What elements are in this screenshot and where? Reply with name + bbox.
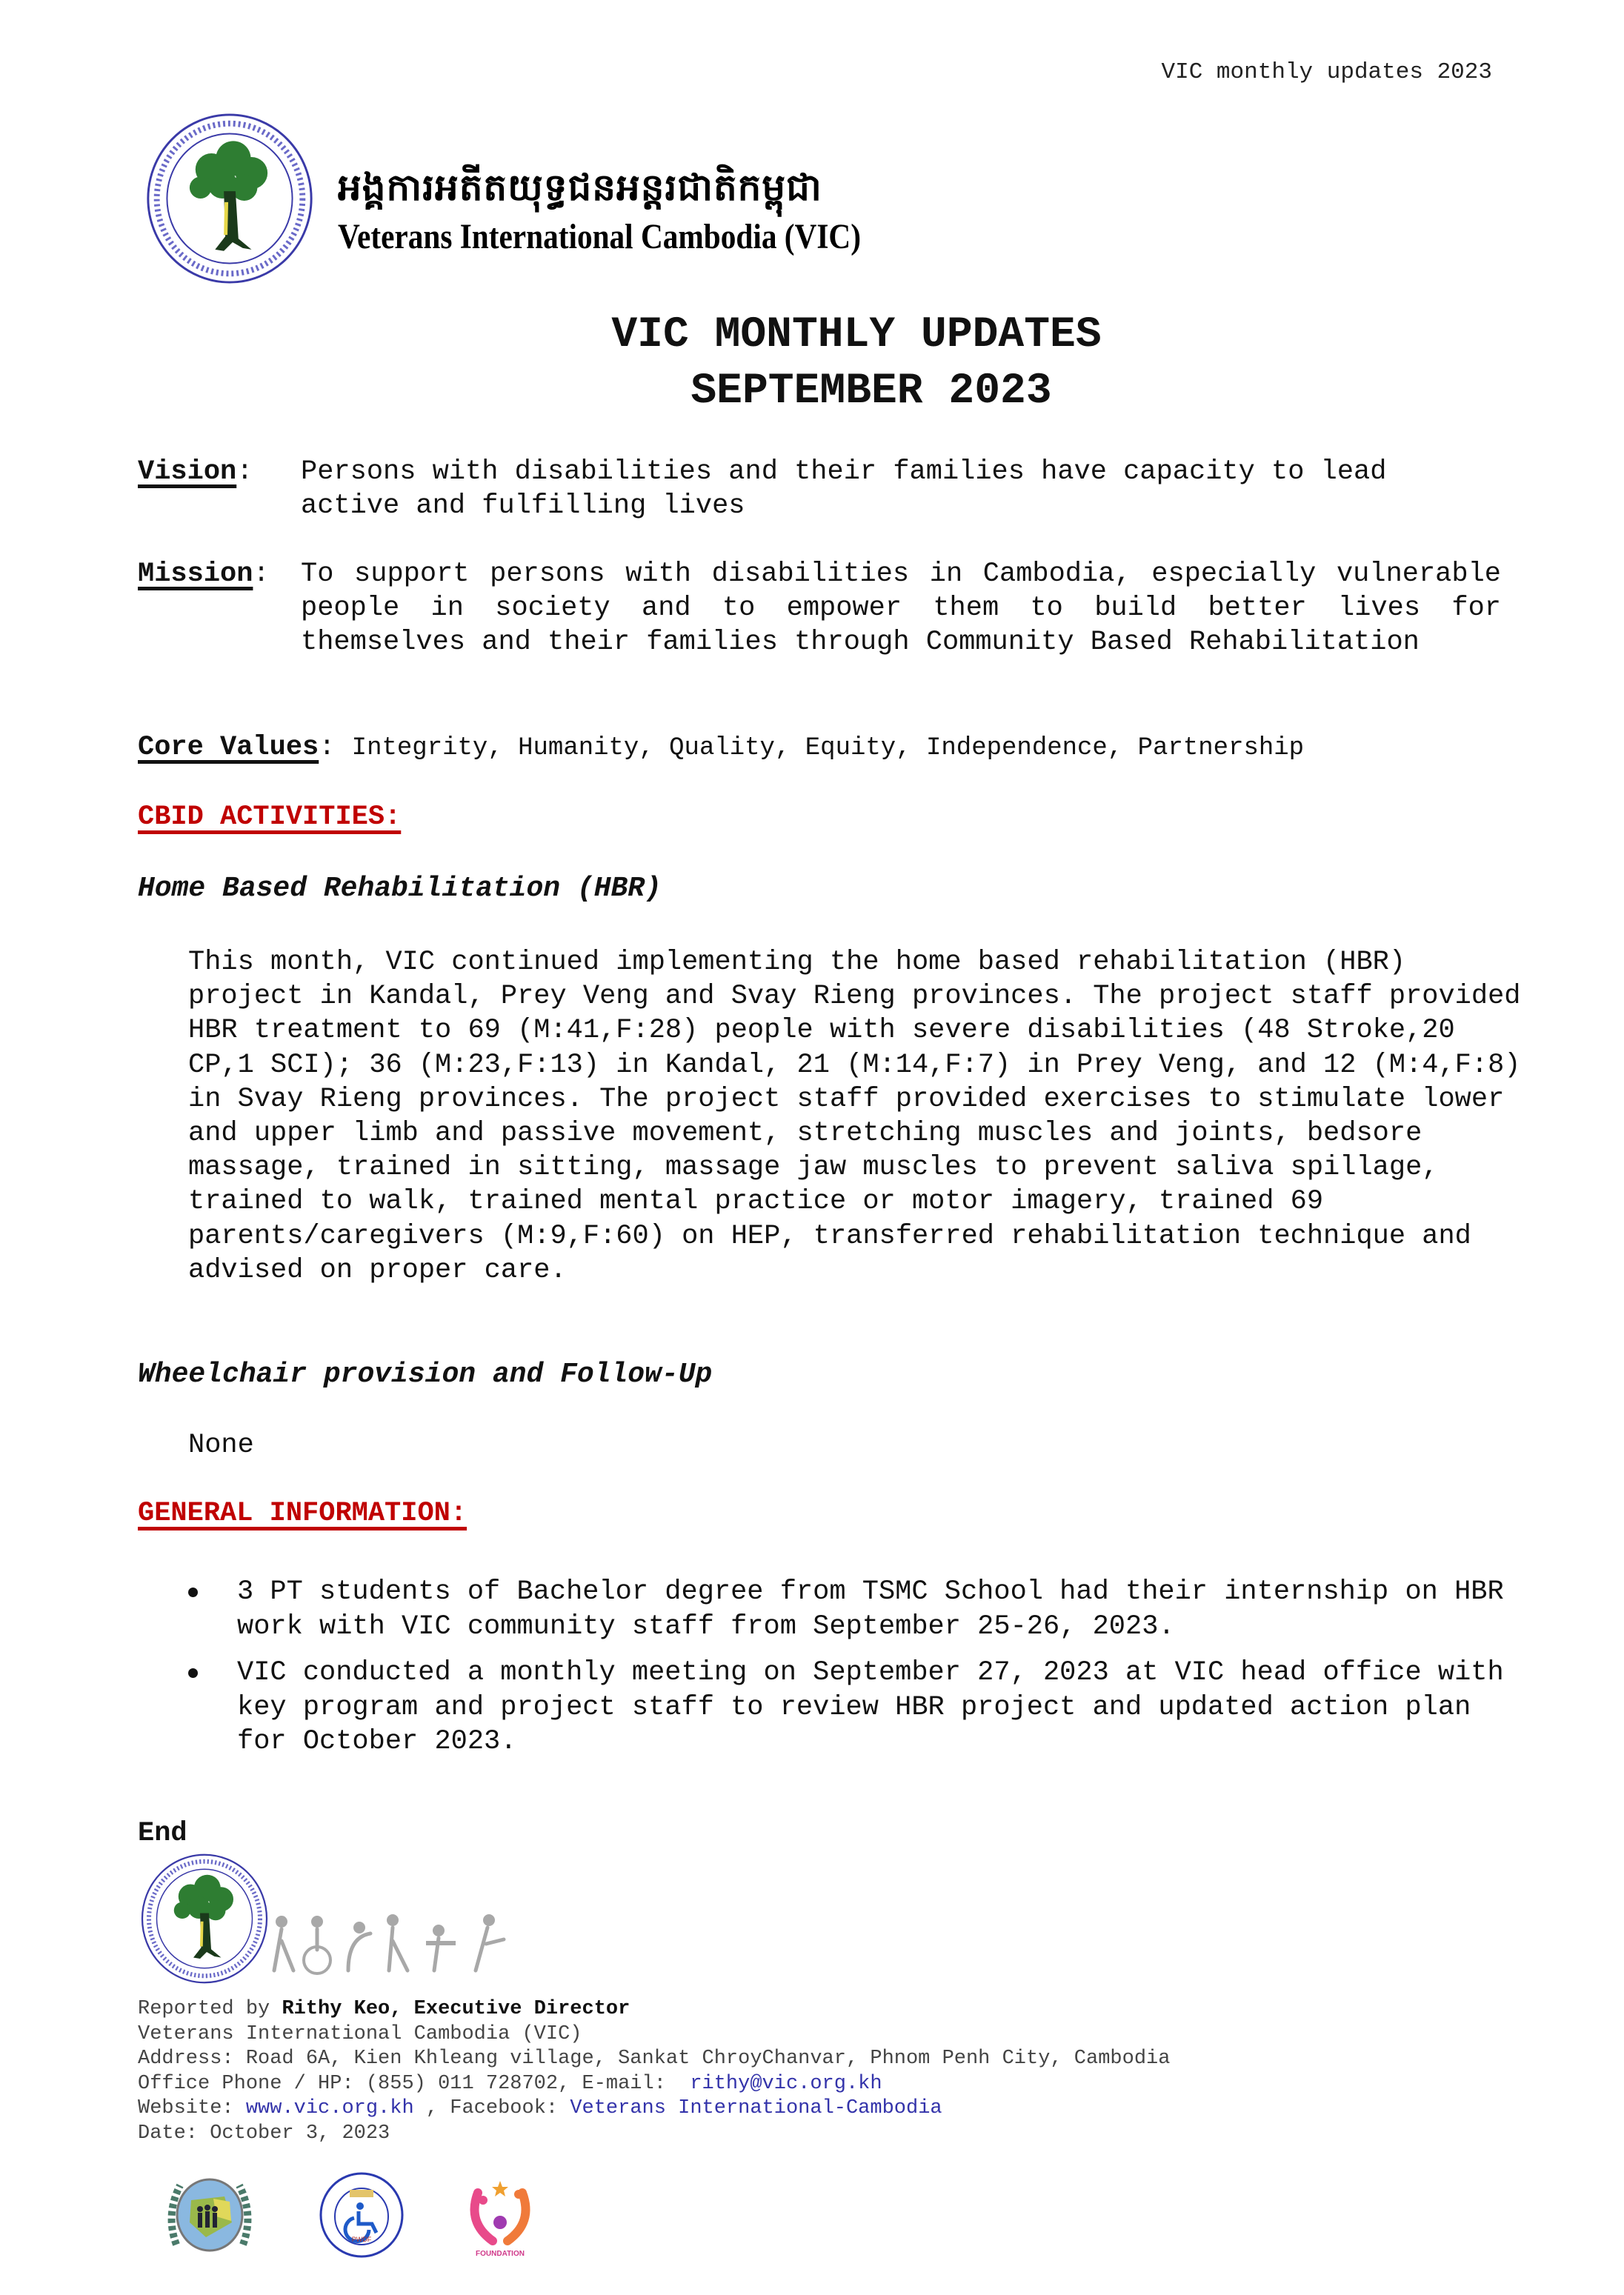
svg-text:FOUNDATION: FOUNDATION [476, 2250, 525, 2258]
bullet-icon [188, 1588, 198, 1597]
pwdf-logo-icon [317, 2171, 406, 2259]
facebook-prefix: , Facebook: [413, 2097, 570, 2119]
cbid-activities-heading: CBID ACTIVITIES: [138, 802, 402, 833]
email-link[interactable]: rithy@vic.org.kh [690, 2072, 882, 2095]
running-header: VIC monthly updates 2023 [1161, 59, 1492, 85]
mission-colon: : [253, 559, 270, 590]
vision-colon: : [236, 456, 253, 487]
list-item-text: 3 PT students of Bachelor degree from TSMC School had their internship on HBR work with VIC community staff from September 25-26, 2023. [237, 1576, 1504, 1642]
mission-text: To support persons with disabilities in Cambodia, especially vulnerable people in society and to empower them to build better lives for themselves and their families through Community Based Rehabilitation [301, 559, 1501, 658]
end-label: End [138, 1818, 187, 1849]
ministry-social-affairs-logo-icon [162, 2171, 258, 2259]
general-information-list [185, 1575, 1519, 1771]
footer-web-line [138, 2096, 1170, 2122]
footer-org: Veterans International Cambodia (VIC) [138, 2022, 582, 2045]
org-name-khmer: អង្គការអតីតយុទ្ធជនអន្តរជាតិកម្ពុជា [338, 165, 822, 209]
general-information-heading: GENERAL INFORMATION: [138, 1498, 467, 1529]
footer-address: Address: Road 6A, Kien Khleang village, Sankat ChroyChanvar, Phnom Penh City, Cambodia [138, 2048, 1171, 2070]
mission-row [138, 557, 270, 591]
org-name-english: Veterans International Cambodia (VIC) [338, 217, 861, 256]
reported-by-line [138, 1997, 1170, 2022]
svg-text:PWDF: PWDF [351, 2236, 372, 2243]
vic-tree-logo-footer-icon [138, 1852, 271, 1985]
wheelchair-heading: Wheelchair provision and Follow-Up [138, 1359, 713, 1390]
wheelchair-text: None [188, 1430, 254, 1461]
hbr-paragraph: This month, VIC continued implementing the home based rehabilitation (HBR) project in Kandal, Prey Veng and Svay Rieng provinces. The project staff provided HBR treatment to 69 (M:41,F:28) people with severe disabilities (48 Stroke,20 CP,1 SCI); 36 (M:23,F:13) in Kandal, 21 (M:14,F:7) in Prey Veng, and 12 (M:4,F:8) in Svay Rieng provinces. The project staff provided exercises to stimulate lower and upper limb and passive movement, stretching muscles and joints, bedsore massage, trained in sitting, massage jaw muscles to prevent saliva spillage, trained to walk, trained mental practice or motor imagery, trained 69 parents/caregivers (M:9,F:60) on HEP, transferred rehabilitation technique and advised on proper care. [188, 947, 1521, 1286]
core-values-label: Core Values [138, 732, 319, 763]
facebook-link[interactable]: Veterans International-Cambodia [570, 2097, 942, 2119]
document-title: VIC MONTHLY UPDATES [611, 311, 1102, 359]
vic-tree-logo-icon [142, 111, 317, 286]
bullet-icon [188, 1668, 198, 1678]
list-item-text: VIC conducted a monthly meeting on September 27, 2023 at VIC head office with key program and project staff to review HBR project and updated action plan for October 2023. [237, 1657, 1504, 1757]
list-item [185, 1656, 1519, 1759]
website-prefix: Website: [138, 2097, 246, 2119]
vision-label: Vision [138, 456, 237, 487]
footer-phone-line [138, 2072, 1170, 2097]
disability-figures-icon [267, 1911, 511, 1978]
website-link[interactable]: www.vic.org.kh [245, 2097, 414, 2119]
reported-by-prefix: Reported by [138, 1998, 282, 2020]
vision-text: Persons with disabilities and their families have capacity to lead active and fulfilling lives [301, 456, 1387, 522]
reported-by-name: Rithy Keo, Executive Director [282, 1998, 630, 2020]
core-values-text: Integrity, Humanity, Quality, Equity, Independence, Partnership [351, 734, 1305, 762]
core-values-row [138, 730, 1304, 765]
vision-row [138, 455, 253, 489]
gupta-family-foundation-logo-icon [459, 2171, 541, 2259]
core-values-colon: : [319, 732, 352, 763]
document-subtitle: SEPTEMBER 2023 [690, 367, 1052, 416]
footer-date: Date: October 3, 2023 [138, 2122, 390, 2145]
hbr-heading: Home Based Rehabilitation (HBR) [138, 873, 662, 905]
list-item [185, 1575, 1519, 1644]
footer-phone: Office Phone / HP: (855) 011 728702, E-mail: [138, 2072, 690, 2095]
footer-contact [138, 1997, 1170, 2146]
mission-label: Mission [138, 559, 253, 590]
